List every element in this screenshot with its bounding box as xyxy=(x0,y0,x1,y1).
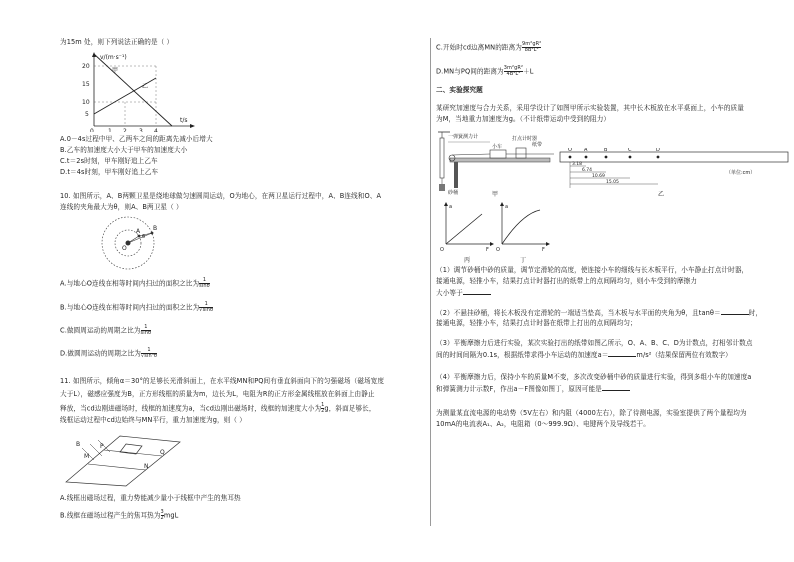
part4-line2: 和弹簧测力计示数F，作出a－F图像如图丁，原因可能是 xyxy=(436,384,630,394)
q12-stem-line1: 某研究加速度与合力关系，采用学设计了如图甲所示实验装置，其中长木板放在水平桌面上，小车的质量 xyxy=(436,104,744,112)
answer-blank xyxy=(608,350,636,357)
vt-xtick: 2 xyxy=(123,128,127,132)
apparatus-label-timer: 打点计时器 xyxy=(512,136,538,142)
incline-diagram xyxy=(60,428,184,488)
orbit-label-a: A xyxy=(136,228,141,235)
bing-caption: 丙 xyxy=(464,257,471,264)
apparatus-label-tape: 纸带 xyxy=(532,142,543,148)
ding-xlabel: F xyxy=(542,247,545,253)
apparatus-label-car: 小车 xyxy=(492,144,503,150)
apparatus-label-sensor: 一弹簧测力计 xyxy=(448,134,479,140)
q13-line1: 为测量某直流电源的电动势（5V左右）和内阻（4000左右），除了待测电源，实验室提供了两个量程均为 xyxy=(436,409,747,417)
q10-option-a: A.与地心O连线在相等时间内扫过的面积之比为 $\frac{1}{\sin\theta}$ xyxy=(60,277,210,289)
q11-option-d: D.MN与PQ间的距离为 $\frac{\text{3m²gR²}}{\text{4B⁴L⁴}}$ ＋L xyxy=(436,65,534,77)
section-title: 二、实验探究题 xyxy=(436,86,483,94)
tape-d2: 6.74 xyxy=(582,168,593,173)
fraction: $\frac{1}{√\sin\theta}$ xyxy=(199,301,214,313)
q11-option-c: C.开始时cd边离MN的距离为 $\frac{\text{9m²gR²}}{\text{8B⁴L⁴}}$ xyxy=(436,41,542,53)
q12-stem-line2: 为M，当地重力加速度为g。（不计纸带运动中受到的阻力） xyxy=(436,115,611,123)
ding-origin: O xyxy=(496,247,500,253)
tape-point: D xyxy=(656,148,660,153)
q11-stem-line1: 11. 如图所示，倾角α＝30°的足够长光滑斜面上，在水平线MN和PQ间有垂直斜面向下的匀强磁场（磁场宽度 xyxy=(60,377,385,385)
part1-line2: 接通电源，轻推小车，结果打点计时器打出的纸带上的点间隔均匀，则小车受到的摩擦力 xyxy=(436,277,698,285)
fraction: $\frac{1}{\text{√sin³θ}}$ xyxy=(141,347,158,359)
tape-point: A xyxy=(584,148,588,153)
q11-option-a: A.线框出磁场过程，重力势能减少量小于线框中产生的焦耳热 xyxy=(60,494,241,502)
part3-line2: 间的时间间隔为0.1s，根据纸带求得小车运动的加速度a＝ m/s²（结果保留两位有效数字） xyxy=(436,351,732,359)
bing-xlabel: F xyxy=(486,247,489,253)
vt-xtick: 0 xyxy=(90,128,94,132)
incline-label-q: Q xyxy=(160,449,165,456)
q10-option-c: C.做圆周运动的周期之比为 $\frac{1}{\sin\theta}$ xyxy=(60,324,152,336)
part3-line1: （3）平衡摩擦力后进行实验，某次实验打出的纸带如图乙所示，O、A、B、C、D为计数点，打相邻计数点 xyxy=(436,339,753,347)
orbit-diagram xyxy=(92,214,164,272)
vt-label-jia: 甲 xyxy=(112,67,119,74)
orbit-label-theta: θ xyxy=(142,234,146,240)
fraction: $\frac{3}{2}$ xyxy=(160,509,164,521)
graph-bing xyxy=(438,200,494,266)
bing-origin: O xyxy=(440,247,444,253)
q10-stem-line1: 10. 如图所示，A、B两颗卫星是绕地球做匀速圆周运动，O为地心，在两卫星运行过程中，A、B连线和O、A xyxy=(60,192,382,200)
ding-ylabel: a xyxy=(505,204,509,210)
vt-ylabel: v/(m·s⁻¹) xyxy=(100,54,127,61)
q10-stem-line2: 连线的夹角最大为θ，则A、B两卫星（ ） xyxy=(60,203,183,211)
answer-blank xyxy=(463,288,491,295)
vt-xtick: 1 xyxy=(108,128,112,132)
tape-d3: 10.69 xyxy=(592,174,605,179)
answer-blank xyxy=(721,308,749,315)
ding-caption: 丁 xyxy=(520,257,527,264)
vt-xtick: 4 xyxy=(154,128,158,132)
vt-ytick: 10 xyxy=(82,99,90,106)
incline-label-b: B xyxy=(76,441,81,448)
right-column xyxy=(432,0,794,562)
fraction: $\frac{\text{9m²gR²}}{\text{8B⁴L⁴}}$ xyxy=(521,41,542,53)
apparatus-caption: 甲 xyxy=(492,191,499,198)
vt-label-yi: 乙 xyxy=(142,83,149,90)
q11-stem-line2: 大于L），磁感应强度为B，正方形线框的质量为m，边长为L，电阻为R的正方形金属线框放在斜面上由静止 xyxy=(60,390,375,398)
vt-ytick: 15 xyxy=(82,81,90,88)
fraction: $\frac{1}{\sin\theta}$ xyxy=(199,277,210,289)
vt-xtick: 3 xyxy=(139,128,143,132)
q11-stem-line4: 线框运动过程中cd边始终与MN平行，重力加速度为g，则（ ） xyxy=(60,416,246,424)
q9-option-b: B.乙车的加速度大小大于甲车的加速度大小 xyxy=(60,146,188,154)
q9-option-c: C.t＝2s时刻，甲车刚好追上乙车 xyxy=(60,157,158,165)
tape-d1: 3.18 xyxy=(572,162,583,167)
tape-caption: 乙 xyxy=(658,191,665,198)
q9-option-d: D.t＝4s时刻，甲车刚好追上乙车 xyxy=(60,168,159,176)
vt-graph xyxy=(60,50,200,132)
q9-option-a: A.0－4s过程中甲、乙两车之间的距离先减小后增大 xyxy=(60,135,213,143)
q11-option-b: B.线框在磁场过程产生的焦耳热为 $\frac{3}{2}$ mgL xyxy=(60,509,179,521)
apparatus-diagram xyxy=(436,128,556,198)
tape-point: B xyxy=(604,148,608,153)
q13-line2: 10mA的电流表A₁、A₂，电阻箱（0～999.9Ω）、电键两个及导线若干。 xyxy=(436,420,650,428)
tape-diagram xyxy=(558,148,790,200)
fraction: $\frac{\text{3m²gR²}}{\text{4B⁴L⁴}}$ xyxy=(503,65,524,77)
bing-ylabel: a xyxy=(449,204,453,210)
q10-option-d: D.做圆周运动的周期之比为 $\frac{1}{\text{√sin³θ}}$ xyxy=(60,347,158,359)
fraction: $\frac{1}{\sin\theta}$ xyxy=(140,324,152,336)
vt-ytick: 5 xyxy=(85,111,89,118)
part2-line1: （2）不悬挂砂桶，将长木板没有定滑轮的一端适当垫高，当木板与水平面的夹角为θ，且tanθ＝ 时， xyxy=(436,309,763,317)
tape-point: O xyxy=(568,148,572,153)
vt-ytick: 20 xyxy=(82,63,90,70)
q10-option-b: B.与地心O连线在相等时间内扫过的面积之比为 $\frac{1}{√\sin\theta}$ xyxy=(60,301,214,313)
vt-xlabel: t/s xyxy=(180,117,188,124)
line-jia xyxy=(94,54,172,126)
graph-ding xyxy=(494,200,550,266)
orbit-label-b: B xyxy=(153,225,158,232)
tape-d4: 15.05 xyxy=(606,180,619,185)
incline-label-n: N xyxy=(144,463,149,470)
part1-line3: 大小等于 xyxy=(436,288,491,298)
fraction: $\frac{1}{2}$ xyxy=(321,402,325,414)
part1-line1: （1）调节砂桶中砂的质量，调节定滑轮的高度，使连接小车的细线与长木板平行，小车静止打点计时器， xyxy=(436,266,749,274)
q11-stem-line3: 释放，当cd边刚进磁场时，线框的加速度为a，当cd边刚出磁场时，线框的加速度大小为 $\frac{1}{2}$ g，斜面足够长， xyxy=(60,402,376,414)
column-divider xyxy=(430,38,431,526)
apparatus-label-sand: 砂桶 xyxy=(448,190,459,196)
part4-line1: （4）平衡摩擦力后，保持小车的质量M不变，多次改变砂桶中砂的质量进行实验，得到多组小车的加速度a xyxy=(436,373,752,381)
answer-blank xyxy=(602,384,630,391)
incline-label-m: M xyxy=(84,453,90,460)
tape-unit: （单位:cm） xyxy=(726,170,756,176)
tape-point: C xyxy=(628,148,632,153)
part2-line2: 接通电源，轻推小车，结果打点计时器在纸带上打出的点间隔均匀； xyxy=(436,319,637,327)
incline-label-p: P xyxy=(100,443,104,450)
q9-tail-text: 为15m 处，则下列说法正确的是（ ） xyxy=(60,38,174,46)
orbit-label-o: O xyxy=(122,245,127,252)
